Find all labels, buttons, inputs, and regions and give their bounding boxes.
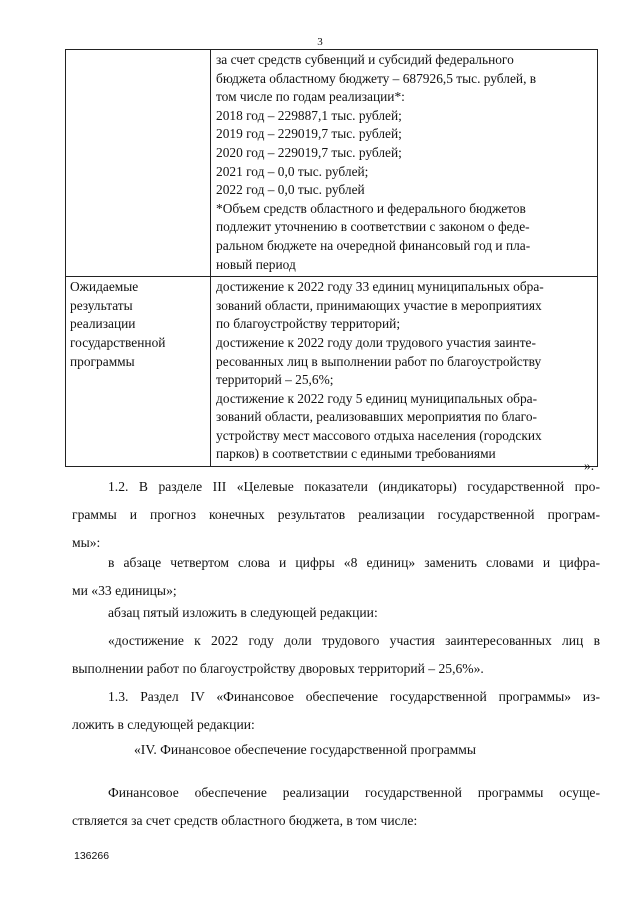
expected-results-cell: [211, 277, 598, 467]
text-line: в абзаце четвертом слова и цифры «8 единиц» заменить словами и цифра-: [108, 555, 600, 570]
closing-quote: ».: [584, 458, 595, 473]
table-row: [66, 277, 598, 467]
label-line: государственной: [70, 334, 166, 350]
result-line: устройству мест массового отдыха населения (городских: [216, 427, 542, 443]
funding-line: 2018 год – 229887,1 тыс. рублей;: [216, 107, 402, 123]
row-label-cell: [66, 50, 211, 277]
text-line: мы»:: [72, 535, 101, 550]
label-line: результаты: [70, 297, 133, 313]
result-line: достижение к 2022 году 5 единиц муниципальных обра-: [216, 390, 538, 406]
result-line: зований области, принимающих участие в мероприятиях: [216, 297, 542, 313]
label-line: Ожидаемые: [70, 279, 139, 295]
text-line: ствляется за счет средств областного бюджета, в том числе:: [72, 813, 418, 828]
funding-line: 2020 год – 229019,7 тыс. рублей;: [216, 144, 402, 160]
text-line: выполнении работ по благоустройству дворовых территорий – 25,6%».: [72, 661, 484, 676]
paragraph-replace-words: [72, 549, 600, 605]
text-line: абзац пятый изложить в следующей редакции:: [108, 605, 378, 620]
paragraph-fifth-abzac: [72, 599, 600, 627]
funding-line: 2021 год – 0,0 тыс. рублей;: [216, 163, 369, 179]
text-line: граммы и прогноз конечных результатов реализации государственной програм-: [72, 507, 600, 522]
section-heading: [72, 736, 600, 764]
label-line: программы: [70, 353, 135, 369]
funding-line: за счет средств субвенций и субсидий федерального: [216, 52, 514, 67]
funding-line: бюджета областному бюджету – 687926,5 тыс. рублей, в: [216, 70, 537, 86]
funding-details-cell: [211, 50, 598, 277]
funding-line: *Объем средств областного и федерального бюджетов: [216, 200, 526, 216]
label-line: реализации: [70, 316, 136, 332]
funding-line: ральном бюджете на очередной финансовый год и пла-: [216, 237, 531, 253]
text-line: «достижение к 2022 году доли трудового участия заинтересованных лиц в: [108, 633, 600, 648]
page-number: 3: [317, 36, 323, 48]
text-line: 1.3. Раздел IV «Финансовое обеспечение государственной программы» из-: [108, 689, 600, 704]
funding-line: 2019 год – 229019,7 тыс. рублей;: [216, 126, 402, 142]
funding-line: подлежит уточнению в соответствии с законом о феде-: [216, 219, 530, 235]
text-line: 1.2. В разделе III «Целевые показатели (индикаторы) государственной про-: [108, 479, 600, 494]
result-line: ресованных лиц в выполнении работ по благоустройству: [216, 353, 542, 369]
result-line: достижение к 2022 году 33 единиц муниципальных обра-: [216, 279, 544, 295]
table-row: [66, 50, 598, 277]
text-line: ложить в следующей редакции:: [72, 717, 255, 732]
program-parameters-table: [65, 49, 598, 467]
document-code: 136266: [74, 850, 110, 862]
paragraph-quoted-achievement: [72, 627, 600, 683]
result-line: территорий – 25,6%;: [216, 372, 334, 388]
paragraph-1-2: [72, 473, 600, 557]
result-line: парков) в соответствии с едиными требованиями: [216, 446, 496, 462]
result-line: достижение к 2022 году доли трудового участия заинте-: [216, 334, 536, 350]
text-line: ми «33 единицы»;: [72, 583, 177, 598]
funding-line: 2022 год – 0,0 тыс. рублей: [216, 182, 365, 198]
paragraph-1-3: [72, 683, 600, 739]
paragraph-financing: [72, 779, 600, 835]
heading-text: «IV. Финансовое обеспечение государственной программы: [134, 742, 476, 757]
expected-results-label-cell: [66, 277, 211, 467]
funding-line: новый период: [216, 256, 296, 272]
funding-line: том числе по годам реализации*:: [216, 89, 405, 105]
result-line: по благоустройству территорий;: [216, 316, 401, 332]
result-line: зований области, реализовавших мероприятия по благо-: [216, 409, 537, 425]
text-line: Финансовое обеспечение реализации государственной программы осуще-: [108, 785, 600, 800]
